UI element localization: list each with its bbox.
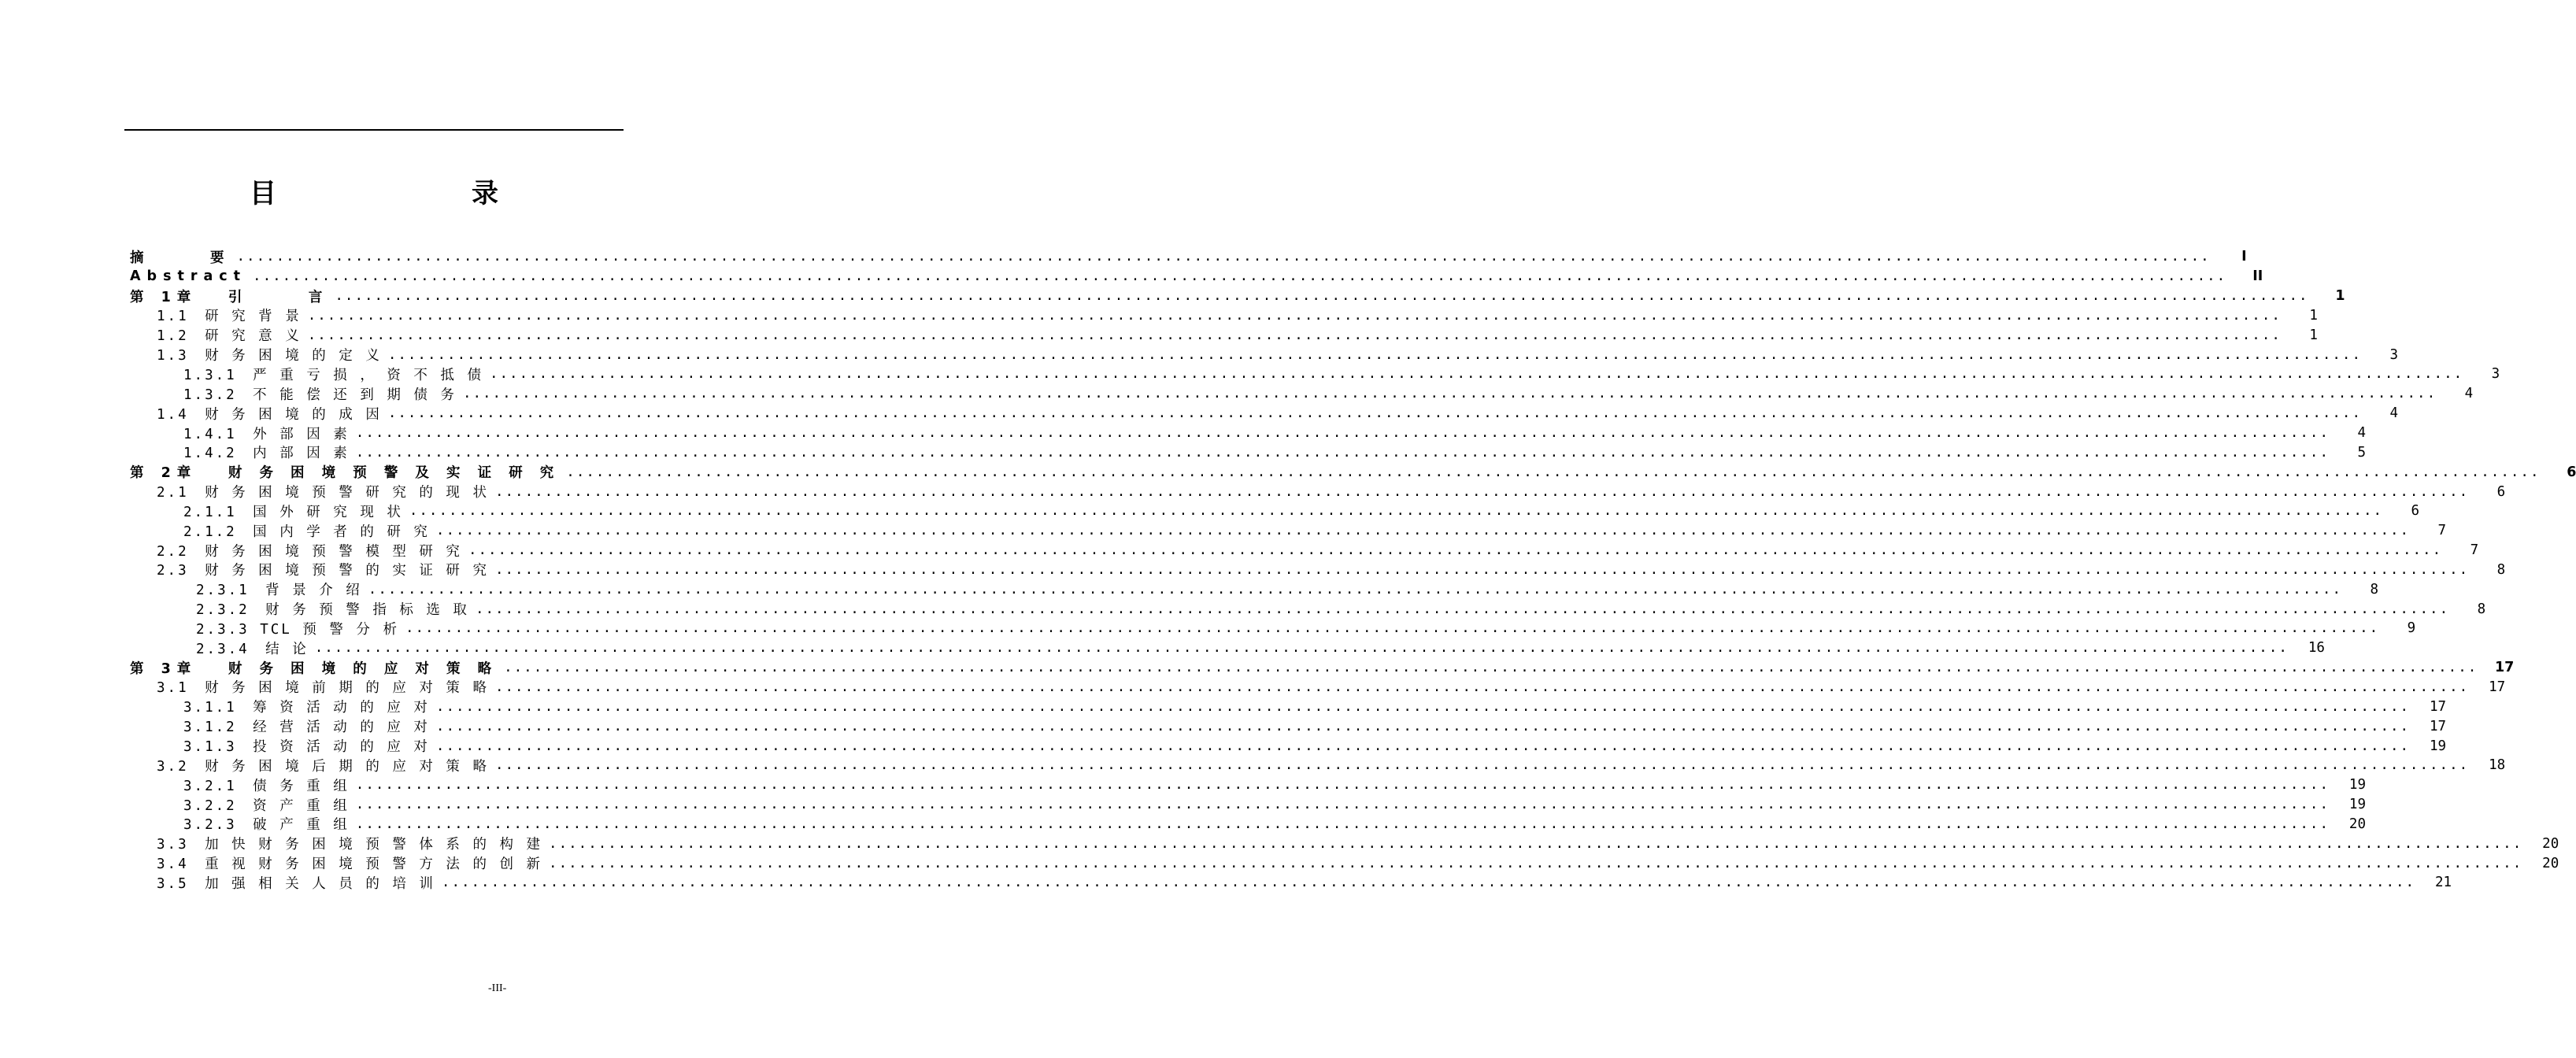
toc-entry-page: 20 <box>2542 855 2559 871</box>
toc-leader-dots: ........................................................................................................................................................................................................ <box>409 503 2384 520</box>
toc-leader-dots: ........................................................................................................................................................................................................ <box>462 386 2437 402</box>
toc-entry[interactable] <box>130 384 2474 404</box>
toc-leader-dots: ........................................................................................................................................................................................................ <box>435 698 2411 715</box>
toc-entry[interactable] <box>130 306 2318 326</box>
toc-entry-page: 20 <box>2542 835 2559 852</box>
toc-entry[interactable] <box>130 697 2447 716</box>
toc-entry-page: 4 <box>2389 405 2399 422</box>
toc-leader-dots: ........................................................................................................................................................................................................ <box>549 855 2523 871</box>
toc-entry-page: 7 <box>2437 523 2447 539</box>
toc-entry-page: 17 <box>2494 660 2515 676</box>
toc-entry-title: 2.3.4 结 论 <box>196 641 309 657</box>
toc-entry-title: 2.3.1 背 景 介 绍 <box>196 583 362 599</box>
toc-leader-dots: ........................................................................................................................................................................................................ <box>387 346 2363 363</box>
toc-leader-dots: ........................................................................................................................................................................................................ <box>307 307 2282 324</box>
toc-entry[interactable] <box>130 756 2506 775</box>
toc-entry-page: 16 <box>2308 640 2325 657</box>
toc-entry[interactable] <box>130 619 2416 638</box>
toc-entry[interactable] <box>130 404 2399 424</box>
toc-entry-title: 2.3.3 TCL 预 警 分 析 <box>196 621 399 638</box>
toc-leader-dots: ........................................................................................................................................................................................................ <box>355 797 2330 813</box>
toc-entry-page: 19 <box>2348 797 2366 813</box>
toc-entry-page: 17 <box>2489 679 2506 695</box>
toc-entry-page: 3 <box>2491 366 2500 383</box>
toc-entry-title: 1.2 研 究 意 义 <box>157 328 302 345</box>
toc-entry-page: 19 <box>2430 738 2447 754</box>
toc-leader-dots: ........................................................................................................................................................................................................ <box>494 483 2470 500</box>
toc-entry-title: 1.4.2 内 部 因 素 <box>183 446 350 462</box>
toc-entry-title: 3.1.1 筹 资 活 动 的 应 对 <box>183 700 430 716</box>
toc-leader-dots: ........................................................................................................................................................................................................ <box>335 288 2309 305</box>
toc-leader-dots: ........................................................................................................................................................................................................ <box>494 679 2470 695</box>
toc-leader-dots: ........................................................................................................................................................................................................ <box>494 561 2470 578</box>
toc-entry[interactable] <box>130 501 2420 521</box>
toc-entry[interactable] <box>130 482 2506 501</box>
toc-leader-dots: ........................................................................................................................................................................................................ <box>355 444 2330 461</box>
toc-entry[interactable] <box>130 775 2366 795</box>
toc-entry-page: 4 <box>2464 386 2474 402</box>
toc-entry-title: 摘 要 <box>130 250 231 266</box>
toc-entry[interactable] <box>130 287 2345 306</box>
toc-entry-title: 3.2 财 务 困 境 后 期 的 应 对 策 略 <box>157 758 489 775</box>
toc-entry-title: 3.5 加 强 相 关 人 员 的 培 训 <box>157 875 435 892</box>
toc-leader-dots: ........................................................................................................................................................................................................ <box>435 718 2411 734</box>
toc-entry-page: 3 <box>2389 346 2399 363</box>
toc-leader-dots: ........................................................................................................................................................................................................ <box>387 405 2363 422</box>
toc-entry-page: 8 <box>2477 601 2486 617</box>
toc-entry-title: 1.4 财 务 困 境 的 成 因 <box>157 406 382 423</box>
toc-leader-dots: ........................................................................................................................................................................................................ <box>307 327 2282 343</box>
toc-entry[interactable] <box>130 853 2559 873</box>
toc-entry[interactable] <box>130 579 2378 599</box>
toc-entry[interactable] <box>130 521 2447 541</box>
toc-leader-dots: ........................................................................................................................................................................................................ <box>368 581 2342 597</box>
toc-leader-dots: ........................................................................................................................................................................................................ <box>441 875 2416 891</box>
toc-entry[interactable] <box>130 599 2486 619</box>
toc-entry[interactable] <box>130 462 2576 482</box>
toc-entry-page: 1 <box>2309 307 2318 324</box>
toc-entry-title: 第 2章 财 务 困 境 预 警 及 实 证 研 究 <box>130 465 561 482</box>
toc-leader-dots: ........................................................................................................................................................................................................ <box>504 660 2478 676</box>
toc-entry-page: 8 <box>2370 581 2378 597</box>
toc-leader-dots: ........................................................................................................................................................................................................ <box>314 640 2289 657</box>
toc-entry-page: 4 <box>2357 425 2366 442</box>
toc-entry-title: 2.1.1 国 外 研 究 现 状 <box>183 504 403 520</box>
toc-entry-title: 第 1章 引 言 <box>130 289 329 305</box>
toc-entry[interactable] <box>130 541 2479 560</box>
toc-leader-dots: ........................................................................................................................................................................................................ <box>435 523 2411 539</box>
toc-entry[interactable] <box>130 873 2452 893</box>
toc-entry[interactable] <box>130 364 2500 384</box>
toc-entry-page: 6 <box>2411 503 2420 520</box>
toc-leader-dots: ........................................................................................................................................................................................................ <box>549 835 2523 852</box>
toc-entry-page: II <box>2252 268 2263 285</box>
toc-entry[interactable] <box>130 424 2366 443</box>
toc-leader-dots: ........................................................................................................................................................................................................ <box>489 366 2464 383</box>
toc-entry[interactable] <box>130 736 2447 756</box>
toc-entry-title: 1.3.2 不 能 偿 还 到 期 债 务 <box>183 387 457 403</box>
toc-leader-dots: ........................................................................................................................................................................................................ <box>355 425 2330 442</box>
toc-entry-title: 3.1 财 务 困 境 前 期 的 应 对 策 略 <box>157 680 489 697</box>
footer-page-number: -III- <box>488 982 507 994</box>
toc-entry-page: 9 <box>2407 620 2416 637</box>
page-title: 目 录 <box>250 178 546 209</box>
toc-entry-page: 21 <box>2435 875 2452 891</box>
toc-entry-page: 18 <box>2489 757 2506 774</box>
toc-leader-dots: ........................................................................................................................................................................................................ <box>494 757 2470 774</box>
toc-leader-dots: ........................................................................................................................................................................................................ <box>566 464 2541 480</box>
toc-entry-title: 2.3 财 务 困 境 预 警 的 实 证 研 究 <box>157 563 489 579</box>
toc-entry[interactable] <box>130 795 2366 815</box>
toc-leader-dots: ........................................................................................................................................................................................................ <box>468 542 2443 559</box>
toc-entry-title: 第 3章 财 务 困 境 的 应 对 策 略 <box>130 660 498 677</box>
toc-entry[interactable] <box>130 678 2506 697</box>
toc-entry-page: 17 <box>2430 718 2447 734</box>
toc-entry[interactable] <box>130 325 2318 345</box>
toc-entry-page: 6 <box>2567 464 2576 480</box>
toc-entry[interactable] <box>130 560 2506 580</box>
toc-entry-title: 3.2.1 债 务 重 组 <box>183 778 350 794</box>
toc-entry-page: 1 <box>2335 288 2345 305</box>
toc-leader-dots: ........................................................................................................................................................................................................ <box>236 249 2211 265</box>
toc-leader-dots: ........................................................................................................................................................................................................ <box>355 777 2330 794</box>
table-of-contents <box>130 247 2576 893</box>
toc-entry-title: 2.1.2 国 内 学 者 的 研 究 <box>183 523 430 540</box>
toc-entry-title: 1.3 财 务 困 境 的 定 义 <box>157 348 382 364</box>
toc-entry-title: 3.4 重 视 财 务 困 境 预 警 方 法 的 创 新 <box>157 856 543 873</box>
toc-entry[interactable] <box>130 834 2559 853</box>
toc-entry-title: 2.1 财 务 困 境 预 警 研 究 的 现 状 <box>157 485 489 501</box>
toc-leader-dots: ........................................................................................................................................................................................................ <box>435 738 2411 754</box>
toc-entry-title: 1.3.1 严 重 亏 损 ， 资 不 抵 债 <box>183 367 483 383</box>
toc-entry[interactable] <box>130 442 2366 462</box>
toc-entry-title: 3.3 加 快 财 务 困 境 预 警 体 系 的 构 建 <box>157 837 543 853</box>
header-rule <box>124 129 624 131</box>
toc-entry[interactable] <box>130 638 2325 658</box>
toc-leader-dots: ........................................................................................................................................................................................................ <box>405 620 2380 637</box>
toc-leader-dots: ........................................................................................................................................................................................................ <box>475 601 2450 617</box>
toc-entry-page: 17 <box>2430 698 2447 715</box>
toc-leader-dots: ........................................................................................................................................................................................................ <box>355 816 2330 832</box>
toc-leader-dots: ........................................................................................................................................................................................................ <box>253 268 2227 285</box>
toc-entry-title: 3.2.2 资 产 重 组 <box>183 797 350 814</box>
toc-entry-page: 5 <box>2357 444 2366 461</box>
toc-entry-title: 2.2 财 务 困 境 预 警 模 型 研 究 <box>157 543 462 560</box>
toc-entry-page: 7 <box>2470 542 2479 559</box>
toc-entry-page: 1 <box>2309 327 2318 343</box>
toc-entry[interactable] <box>130 814 2366 834</box>
toc-entry[interactable] <box>130 658 2515 678</box>
toc-entry[interactable] <box>130 345 2399 364</box>
toc-entry-title: Abstract <box>130 268 247 285</box>
toc-entry-title: 1.4.1 外 部 因 素 <box>183 426 350 442</box>
toc-entry[interactable] <box>130 247 2247 267</box>
toc-entry-title: 3.1.2 经 营 活 动 的 应 对 <box>183 720 430 736</box>
toc-entry-page: 8 <box>2496 561 2506 578</box>
toc-entry-page: 19 <box>2348 777 2366 794</box>
toc-entry-title: 1.1 研 究 背 景 <box>157 309 302 325</box>
toc-entry-page: I <box>2241 249 2247 265</box>
toc-entry-title: 2.3.2 财 务 预 警 指 标 选 取 <box>196 602 469 619</box>
toc-entry-title: 3.2.3 破 产 重 组 <box>183 817 350 834</box>
toc-entry-page: 6 <box>2496 483 2506 500</box>
toc-entry[interactable] <box>130 716 2447 736</box>
toc-entry-title: 3.1.3 投 资 活 动 的 应 对 <box>183 739 430 756</box>
toc-entry-page: 20 <box>2348 816 2366 832</box>
toc-entry[interactable] <box>130 267 2263 287</box>
